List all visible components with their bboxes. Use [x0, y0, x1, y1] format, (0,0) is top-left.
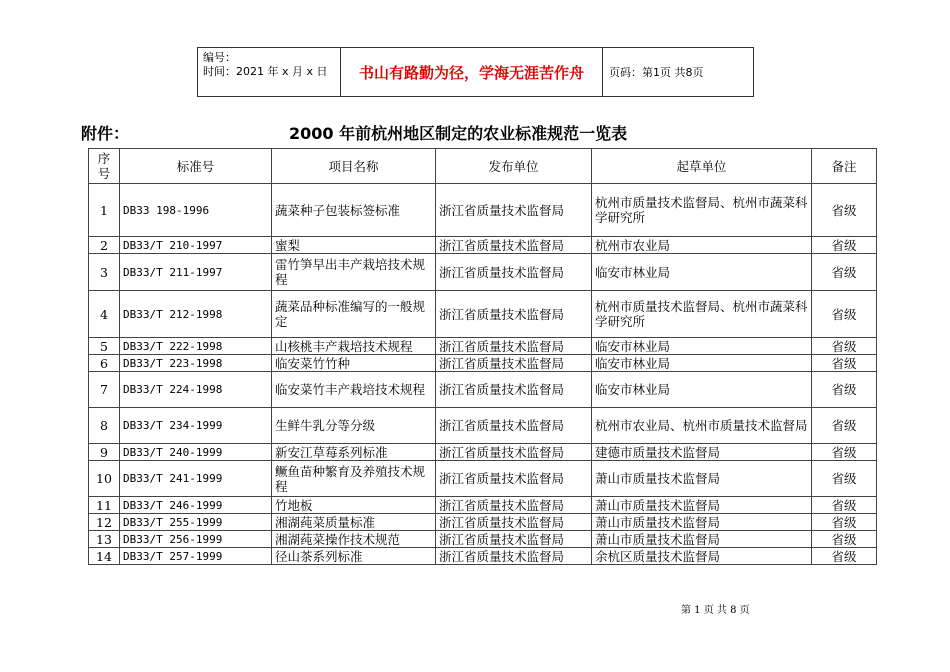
- cell-standard-code: DB33/T 240-1999: [120, 444, 272, 461]
- cell-note: 省级: [812, 531, 877, 548]
- cell-drafter: 萧山市质量技术监督局: [592, 531, 812, 548]
- table-row: [89, 355, 877, 372]
- standards-table: [88, 148, 877, 565]
- cell-publisher: 浙江省质量技术监督局: [436, 184, 592, 237]
- cell-row-number: 2: [89, 237, 120, 254]
- header-publisher: 发布单位: [436, 149, 592, 184]
- table-row: [89, 531, 877, 548]
- table-row: [89, 514, 877, 531]
- cell-standard-code: DB33/T 241-1999: [120, 461, 272, 497]
- cell-row-number: 5: [89, 338, 120, 355]
- table-row: [89, 254, 877, 291]
- cell-project-name: 临安菜竹丰产栽培技术规程: [272, 372, 436, 408]
- cell-drafter: 建德市质量技术监督局: [592, 444, 812, 461]
- header-name: 项目名称: [272, 149, 436, 184]
- cell-note: 省级: [812, 184, 877, 237]
- cell-standard-code: DB33 198-1996: [120, 184, 272, 237]
- cell-publisher: 浙江省质量技术监督局: [436, 372, 592, 408]
- cell-standard-code: DB33/T 257-1999: [120, 548, 272, 565]
- header-seq: 序号: [89, 149, 120, 184]
- cell-standard-code: DB33/T 212-1998: [120, 291, 272, 338]
- cell-project-name: 蔬菜品种标准编写的一般规定: [272, 291, 436, 338]
- attachment-label: 附件：: [81, 124, 130, 143]
- table-row: [89, 497, 877, 514]
- cell-note: 省级: [812, 372, 877, 408]
- cell-row-number: 13: [89, 531, 120, 548]
- cell-drafter: 临安市林业局: [592, 338, 812, 355]
- cell-project-name: 蜜梨: [272, 237, 436, 254]
- cell-drafter: 临安市林业局: [592, 254, 812, 291]
- cell-project-name: 新安江草莓系列标准: [272, 444, 436, 461]
- table-body: [89, 184, 877, 565]
- motto-text: 书山有路勤为径，学海无涯苦作舟: [341, 48, 603, 96]
- header-note: 备注: [812, 149, 877, 184]
- table-header-row: [89, 149, 877, 184]
- cell-row-number: 12: [89, 514, 120, 531]
- cell-publisher: 浙江省质量技术监督局: [436, 444, 592, 461]
- cell-row-number: 11: [89, 497, 120, 514]
- cell-publisher: 浙江省质量技术监督局: [436, 548, 592, 565]
- cell-publisher: 浙江省质量技术监督局: [436, 338, 592, 355]
- cell-project-name: 湘湖莼菜操作技术规范: [272, 531, 436, 548]
- header-code: 标准号: [120, 149, 272, 184]
- cell-project-name: 临安菜竹竹种: [272, 355, 436, 372]
- cell-note: 省级: [812, 237, 877, 254]
- cell-drafter: 杭州市农业局、杭州市质量技术监督局: [592, 408, 812, 444]
- table-row: [89, 338, 877, 355]
- number-label: 编号：: [203, 51, 236, 64]
- cell-note: 省级: [812, 338, 877, 355]
- cell-standard-code: DB33/T 234-1999: [120, 408, 272, 444]
- cell-publisher: 浙江省质量技术监督局: [436, 497, 592, 514]
- cell-publisher: 浙江省质量技术监督局: [436, 254, 592, 291]
- title-row: [81, 121, 881, 143]
- cell-note: 省级: [812, 514, 877, 531]
- cell-project-name: 鳜鱼苗种繁育及养殖技术规程: [272, 461, 436, 497]
- cell-note: 省级: [812, 461, 877, 497]
- cell-publisher: 浙江省质量技术监督局: [436, 514, 592, 531]
- table-row: [89, 461, 877, 497]
- cell-row-number: 3: [89, 254, 120, 291]
- document-title: 2000 年前杭州地区制定的农业标准规范一览表: [289, 124, 628, 143]
- page-footer: 第 1 页 共 8 页: [681, 605, 750, 616]
- cell-drafter: 杭州市质量技术监督局、杭州市蔬菜科学研究所: [592, 291, 812, 338]
- table-row: [89, 444, 877, 461]
- cell-row-number: 8: [89, 408, 120, 444]
- table-row: [89, 184, 877, 237]
- cell-standard-code: DB33/T 246-1999: [120, 497, 272, 514]
- cell-row-number: 7: [89, 372, 120, 408]
- cell-row-number: 9: [89, 444, 120, 461]
- cell-drafter: 杭州市质量技术监督局、杭州市蔬菜科学研究所: [592, 184, 812, 237]
- cell-row-number: 1: [89, 184, 120, 237]
- cell-drafter: 杭州市农业局: [592, 237, 812, 254]
- cell-note: 省级: [812, 254, 877, 291]
- cell-drafter: 余杭区质量技术监督局: [592, 548, 812, 565]
- cell-note: 省级: [812, 291, 877, 338]
- cell-project-name: 湘湖莼菜质量标准: [272, 514, 436, 531]
- cell-project-name: 山核桃丰产栽培技术规程: [272, 338, 436, 355]
- cell-standard-code: DB33/T 256-1999: [120, 531, 272, 548]
- table-row: [89, 372, 877, 408]
- header-meta: [198, 48, 341, 96]
- cell-publisher: 浙江省质量技术监督局: [436, 531, 592, 548]
- cell-row-number: 4: [89, 291, 120, 338]
- cell-publisher: 浙江省质量技术监督局: [436, 237, 592, 254]
- cell-drafter: 萧山市质量技术监督局: [592, 514, 812, 531]
- cell-standard-code: DB33/T 211-1997: [120, 254, 272, 291]
- cell-note: 省级: [812, 408, 877, 444]
- cell-standard-code: DB33/T 210-1997: [120, 237, 272, 254]
- cell-note: 省级: [812, 444, 877, 461]
- table-row: [89, 237, 877, 254]
- table-row: [89, 291, 877, 338]
- cell-row-number: 10: [89, 461, 120, 497]
- cell-row-number: 6: [89, 355, 120, 372]
- cell-standard-code: DB33/T 223-1998: [120, 355, 272, 372]
- table-row: [89, 408, 877, 444]
- cell-drafter: 萧山市质量技术监督局: [592, 497, 812, 514]
- cell-standard-code: DB33/T 222-1998: [120, 338, 272, 355]
- cell-standard-code: DB33/T 255-1999: [120, 514, 272, 531]
- page-header: [197, 47, 754, 97]
- cell-note: 省级: [812, 355, 877, 372]
- cell-note: 省级: [812, 548, 877, 565]
- cell-note: 省级: [812, 497, 877, 514]
- cell-drafter: 萧山市质量技术监督局: [592, 461, 812, 497]
- time-label: 时间：2021 年 x 月 x 日: [203, 65, 328, 78]
- cell-drafter: 临安市林业局: [592, 355, 812, 372]
- cell-project-name: 雷竹笋早出丰产栽培技术规程: [272, 254, 436, 291]
- cell-row-number: 14: [89, 548, 120, 565]
- cell-publisher: 浙江省质量技术监督局: [436, 355, 592, 372]
- table-row: [89, 548, 877, 565]
- cell-project-name: 径山茶系列标准: [272, 548, 436, 565]
- cell-project-name: 生鲜牛乳分等分级: [272, 408, 436, 444]
- cell-drafter: 临安市林业局: [592, 372, 812, 408]
- cell-standard-code: DB33/T 224-1998: [120, 372, 272, 408]
- cell-project-name: 蔬菜种子包装标签标准: [272, 184, 436, 237]
- cell-publisher: 浙江省质量技术监督局: [436, 408, 592, 444]
- header-drafter: 起草单位: [592, 149, 812, 184]
- page-info: 页码：第1页 共8页: [609, 66, 704, 79]
- cell-publisher: 浙江省质量技术监督局: [436, 291, 592, 338]
- cell-publisher: 浙江省质量技术监督局: [436, 461, 592, 497]
- cell-project-name: 竹地板: [272, 497, 436, 514]
